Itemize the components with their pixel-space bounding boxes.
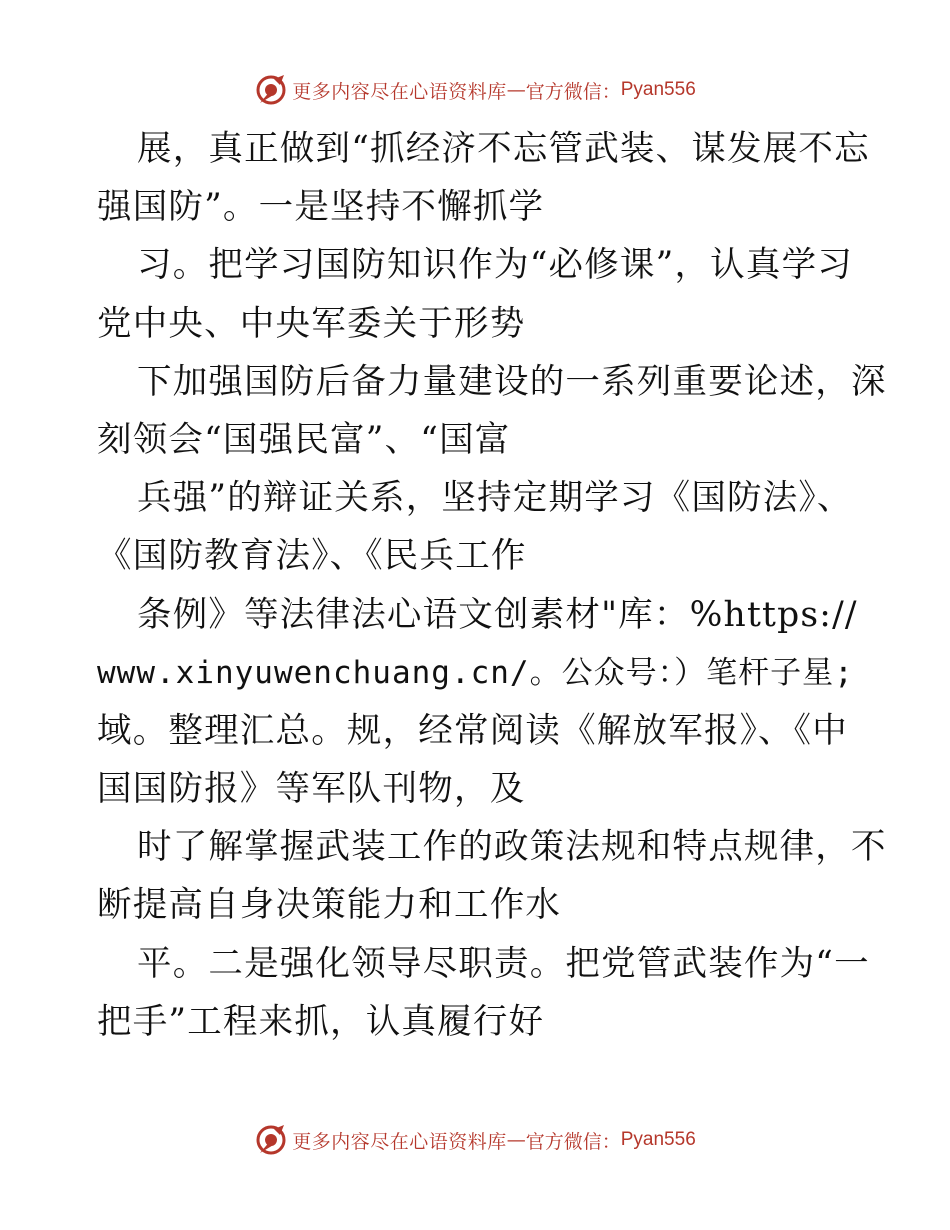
body-line: 国国防报》等军队刊物，及: [97, 769, 526, 810]
body-line: 下加强国防后备力量建设的一系列重要论述，深: [137, 361, 887, 402]
body-line: 兵强”的辩证关系，坚持定期学习《国防法》、: [137, 478, 853, 519]
footer-banner-text: 更多内容尽在心语资料库: [292, 1130, 507, 1153]
footer-banner-sub: 官方微信：: [525, 1130, 621, 1153]
body-line: 刻领会“国强民富”、“国富: [97, 419, 511, 460]
body-line: www.xinyuwenchuang.cn/。公众号：）笔杆子星;: [97, 654, 854, 691]
document-body: [97, 120, 887, 1051]
footer-banner-wechat-id: Pyan556: [620, 1129, 696, 1150]
header-banner-sub: 官方微信：: [525, 80, 621, 103]
footer-banner-dash: —: [506, 1129, 526, 1151]
pen-logo-icon: [254, 73, 288, 107]
body-line: 条例》等法律法心语文创素材"库：%https://: [137, 594, 858, 635]
body-line: 平。二是强化领导尽职责。把党管武装作为“一: [137, 943, 870, 984]
header-banner-wechat-id: Pyan556: [620, 79, 696, 100]
header-banner-text: 更多内容尽在心语资料库: [292, 80, 507, 103]
body-line: 把手”工程来抓，认真履行好: [97, 1001, 545, 1042]
body-line: 断提高自身决策能力和工作水: [97, 885, 562, 926]
body-line: 习。把学习国防知识作为“必修课”，认真学习: [137, 245, 853, 286]
body-line: 展，真正做到“抓经济不忘管武装、谋发展不忘: [137, 129, 870, 169]
body-line: 时了解掌握武装工作的政策法规和特点规律，不: [137, 827, 887, 868]
body-line: 《国防教育法》、《民兵工作: [97, 536, 527, 577]
body-line: 强国防”。一是坚持不懈抓学: [97, 187, 545, 228]
body-line: 域。整理汇总。规，经常阅读《解放军报》、《中: [97, 710, 848, 751]
footer-banner: [0, 1120, 950, 1160]
pen-logo-icon: [254, 1123, 288, 1157]
body-line: 党中央、中央军委关于形势: [97, 303, 526, 344]
header-banner: [0, 70, 950, 110]
header-banner-dash: —: [506, 79, 526, 101]
